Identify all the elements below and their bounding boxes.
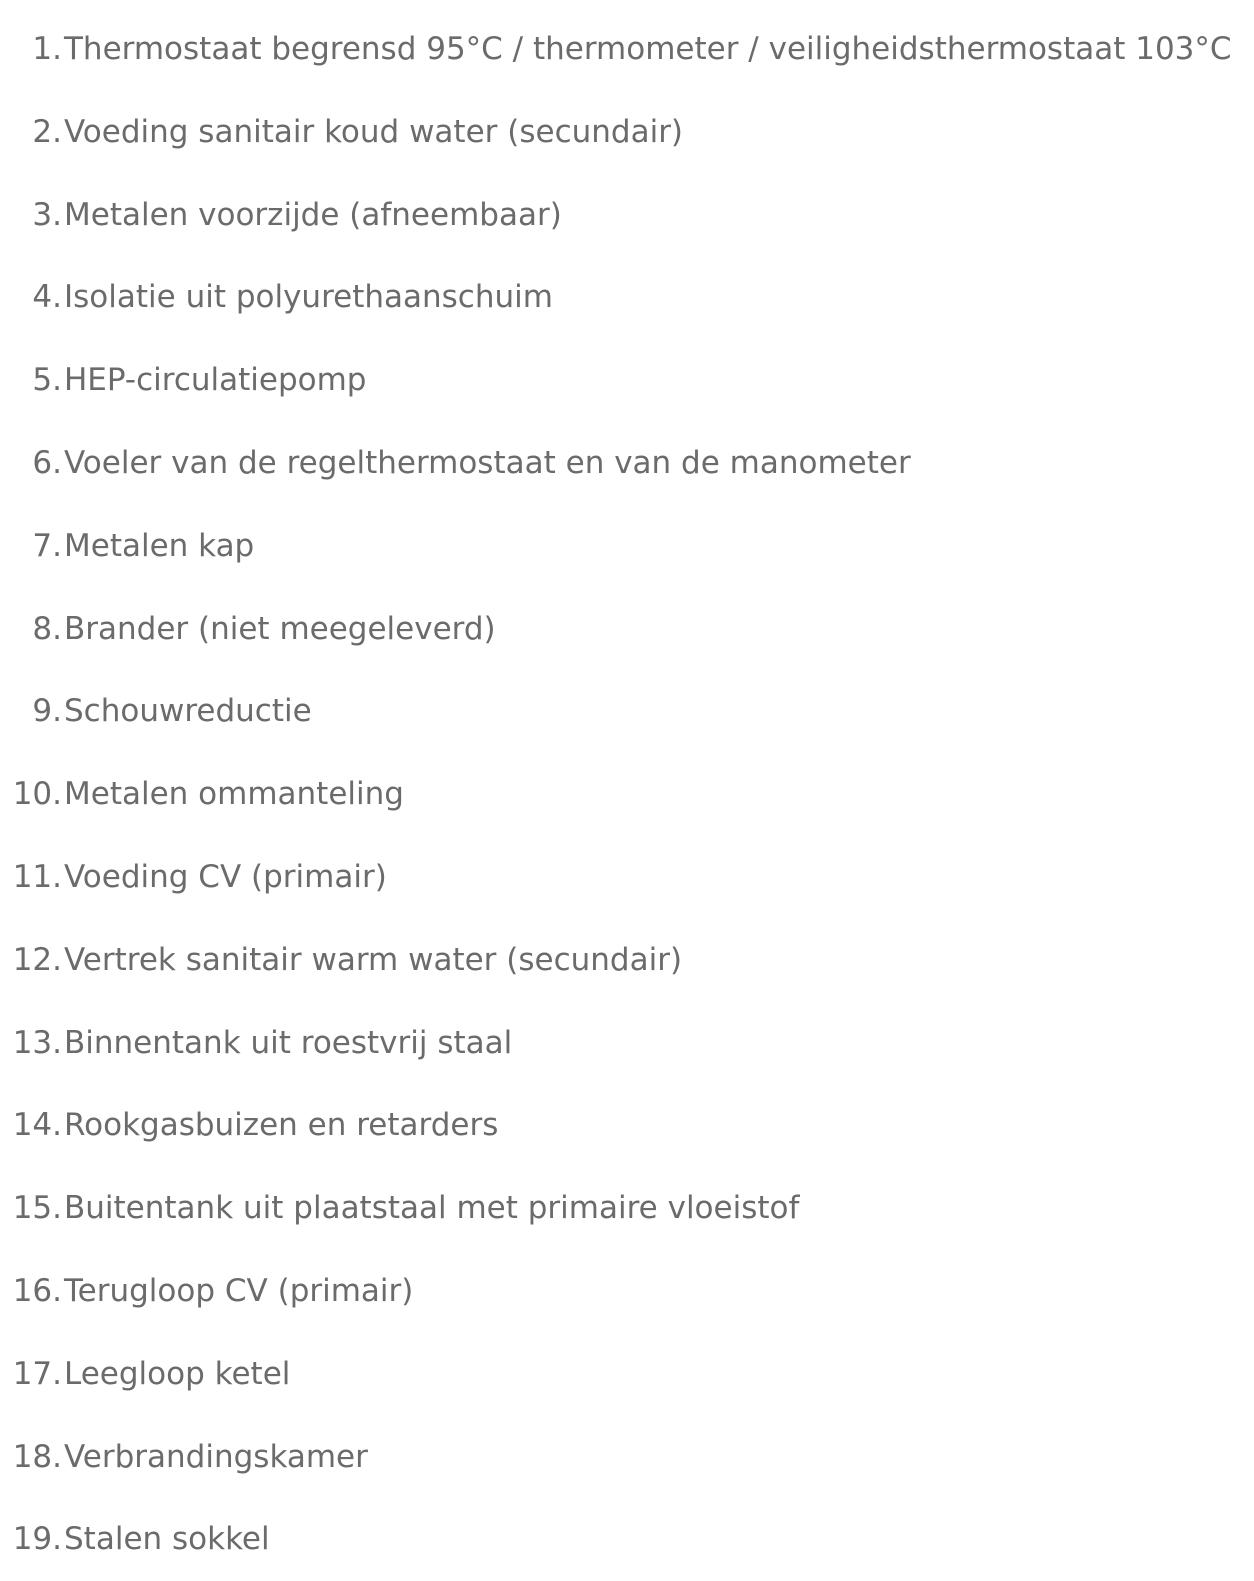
list-item xyxy=(0,8,1254,91)
item-number: 14. xyxy=(12,1107,62,1144)
item-label: Schouwreductie xyxy=(64,693,312,730)
item-number: 6. xyxy=(32,444,62,481)
item-number: 13. xyxy=(12,1024,62,1061)
item-label: Voeding CV (primair) xyxy=(64,858,387,895)
item-number: 17. xyxy=(12,1355,62,1392)
item-label: Thermostaat begrensd 95°C / thermometer / veiligheidsthermostaat 103°C xyxy=(64,31,1232,67)
item-number: 2. xyxy=(32,113,62,150)
item-label: Rookgasbuizen en retarders xyxy=(64,1107,499,1144)
item-label: Stalen sokkel xyxy=(64,1521,270,1558)
item-number: 4. xyxy=(32,279,62,316)
list-item xyxy=(0,256,1254,339)
list-item xyxy=(0,1002,1254,1085)
item-number: 16. xyxy=(12,1272,62,1309)
list-item xyxy=(0,836,1254,919)
item-label: Terugloop CV (primair) xyxy=(64,1272,414,1309)
item-label: Vertrek sanitair warm water (secundair) xyxy=(64,941,683,978)
list-item xyxy=(0,1498,1254,1581)
item-number: 3. xyxy=(32,196,62,233)
item-number: 15. xyxy=(12,1190,62,1227)
list-item xyxy=(0,588,1254,671)
item-label: Binnentank uit roestvrij staal xyxy=(64,1024,513,1061)
list-item xyxy=(0,1416,1254,1499)
parts-list xyxy=(0,8,1254,1581)
item-label: HEP-circulatiepomp xyxy=(64,362,367,399)
item-label: Leegloop ketel xyxy=(64,1355,291,1392)
list-item xyxy=(0,174,1254,257)
item-number: 7. xyxy=(32,527,62,564)
item-label: Metalen voorzijde (afneembaar) xyxy=(64,196,562,233)
list-item xyxy=(0,670,1254,753)
item-label: Isolatie uit polyurethaanschuim xyxy=(64,279,553,316)
item-label: Metalen kap xyxy=(64,527,255,564)
item-label: Voeler van de regelthermostaat en van de manometer xyxy=(64,444,911,481)
list-item xyxy=(0,1167,1254,1250)
item-label: Brander (niet meegeleverd) xyxy=(64,610,496,647)
list-item xyxy=(0,1333,1254,1416)
item-label: Buitentank uit plaatstaal met primaire vloeistof xyxy=(64,1190,800,1227)
item-number: 12. xyxy=(12,941,62,978)
item-number: 18. xyxy=(12,1438,62,1475)
item-number: 9. xyxy=(32,693,62,730)
item-label: Voeding sanitair koud water (secundair) xyxy=(64,113,684,150)
list-item xyxy=(0,422,1254,505)
item-number: 11. xyxy=(12,858,62,895)
list-item xyxy=(0,753,1254,836)
item-number: 19. xyxy=(12,1521,62,1558)
item-label: Verbrandingskamer xyxy=(64,1438,368,1475)
list-item xyxy=(0,1250,1254,1333)
item-number: 8. xyxy=(32,610,62,647)
list-item xyxy=(0,1084,1254,1167)
list-item xyxy=(0,505,1254,588)
list-item xyxy=(0,339,1254,422)
list-item xyxy=(0,919,1254,1002)
item-number: 10. xyxy=(12,776,62,813)
item-label: Metalen ommanteling xyxy=(64,776,404,813)
item-number: 5. xyxy=(32,362,62,399)
list-item xyxy=(0,91,1254,174)
item-number: 1. xyxy=(32,31,62,67)
